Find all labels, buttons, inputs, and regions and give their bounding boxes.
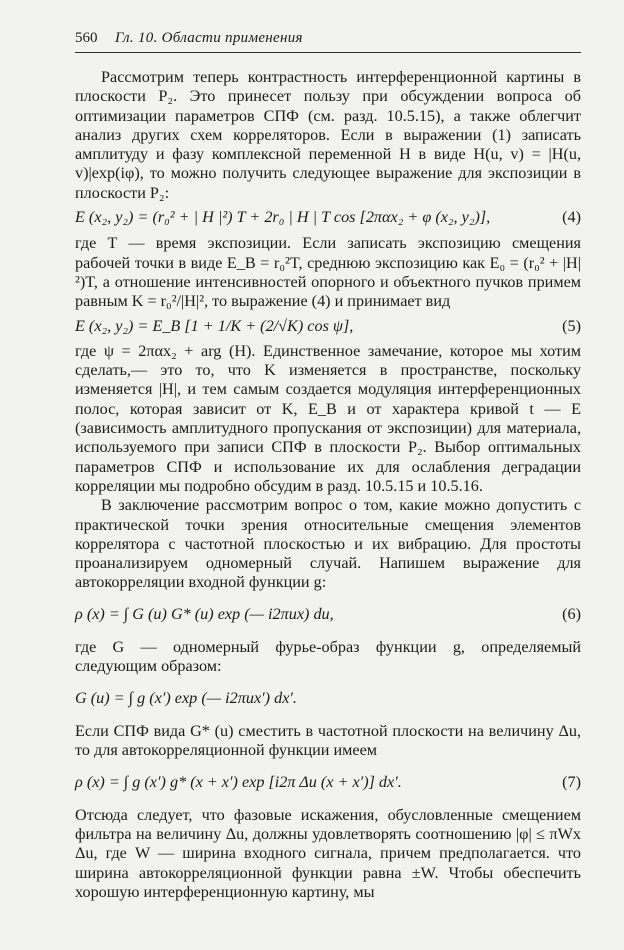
equation-g-body: G (u) = ∫ g (x′) exp (— i2πux′) dx′. — [75, 688, 297, 707]
page-body — [75, 68, 581, 902]
running-header — [75, 30, 581, 53]
page-number: 560 — [75, 30, 98, 46]
paragraph-conclusion: В заключение рассмотрим вопрос о том, какие можно допустить с практической точки зрения относительные смещения элементов коррелятора с частотной плоскостью и их вибрацию. Для простоты проанализируем одномерный случай. Напишем выражение для автокорреляции входной функции g: — [75, 496, 581, 592]
equation-5-body: E (x₂, y₂) = E_B [1 + 1/K + (2/√K) cos ψ], — [75, 316, 354, 335]
equation-7-number: (7) — [562, 772, 581, 791]
paragraph-shift: Если СПФ вида G* (u) сместить в частотной плоскости на величину Δu, то для автокорреляционной функции имеем — [75, 721, 581, 760]
equation-4 — [75, 208, 581, 227]
equation-g — [75, 689, 581, 708]
equation-7-body: ρ (x) = ∫ g (x′) g* (x + x′) exp [i2π Δu (x + x′)] dx′. — [75, 772, 402, 791]
equation-7 — [75, 773, 581, 792]
paragraph-modulation: где ψ = 2παx₂ + arg (H). Единственное замечание, которое мы хотим сделать,— это то, что K изменяется в пространстве, поскольку изменяется |H|, и тем самым создается модуляция интерференционных полос, которая зависит от K, E_B и от характера кривой t — E (зависимость амплитудного пропускания от экспозиции) для материала, используемого при записи СПФ в плоскости P₂. Выбор оптимальных параметров СПФ и использование их для ослабления деградации корреляции мы подробно обсудим в разд. 10.5.15 и 10.5.16. — [75, 341, 581, 495]
equation-5 — [75, 317, 581, 336]
paragraph-phase-distortion: Отсюда следует, что фазовые искажения, обусловленные смещением фильтра на величину Δu, должны удовлетворять соотношению |φ| ≤ πWx Δu, где W — ширина входного сигнала, причем предполагается. что ширина автокорреляционной функции равна ±W. Чтобы обеспечить хорошую интерференционную картину, мы — [75, 805, 581, 901]
equation-6 — [75, 605, 581, 624]
chapter-title: Гл. 10. Области применения — [115, 30, 303, 46]
equation-4-number: (4) — [562, 208, 581, 227]
paragraph-fourier: где G — одномерный фурье-образ функции g, определяемый следующим образом: — [75, 638, 581, 676]
paragraph-exposure-time: где T — время экспозиции. Если записать экспозицию смещения рабочей точки в виде E_B = r₀²T, среднюю экспозицию как E₀ = (r₀² + |H|²)T, а отношение интенсивностей опорного и объектного пучков примем равным K = r₀²/|H|², то выражение (4) и принимает вид — [75, 234, 581, 311]
equation-6-number: (6) — [562, 604, 581, 623]
equation-5-number: (5) — [562, 316, 581, 335]
equation-6-body: ρ (x) = ∫ G (u) G* (u) exp (— i2πux) du, — [75, 604, 334, 623]
equation-4-body: E (x₂, y₂) = (r₀² + | H |²) T + 2r₀ | H | T cos [2παx₂ + φ (x₂, y₂)], — [75, 208, 491, 227]
paragraph-contrast: Рассмотрим теперь контрастность интерференционной картины в плоскости P₂. Это принесет пользу при обсуждении вопроса об оптимизации параметров СПФ (см. разд. 10.5.15), а также облегчит анализ других схем корреляторов. Если в выражении (1) записать амплитуду и фазу комплексной переменной H в виде H(u, v) = |H(u, v)|exp(iφ), то можно получить следующее выражение для экспозиции в плоскости P₂: — [75, 68, 581, 202]
